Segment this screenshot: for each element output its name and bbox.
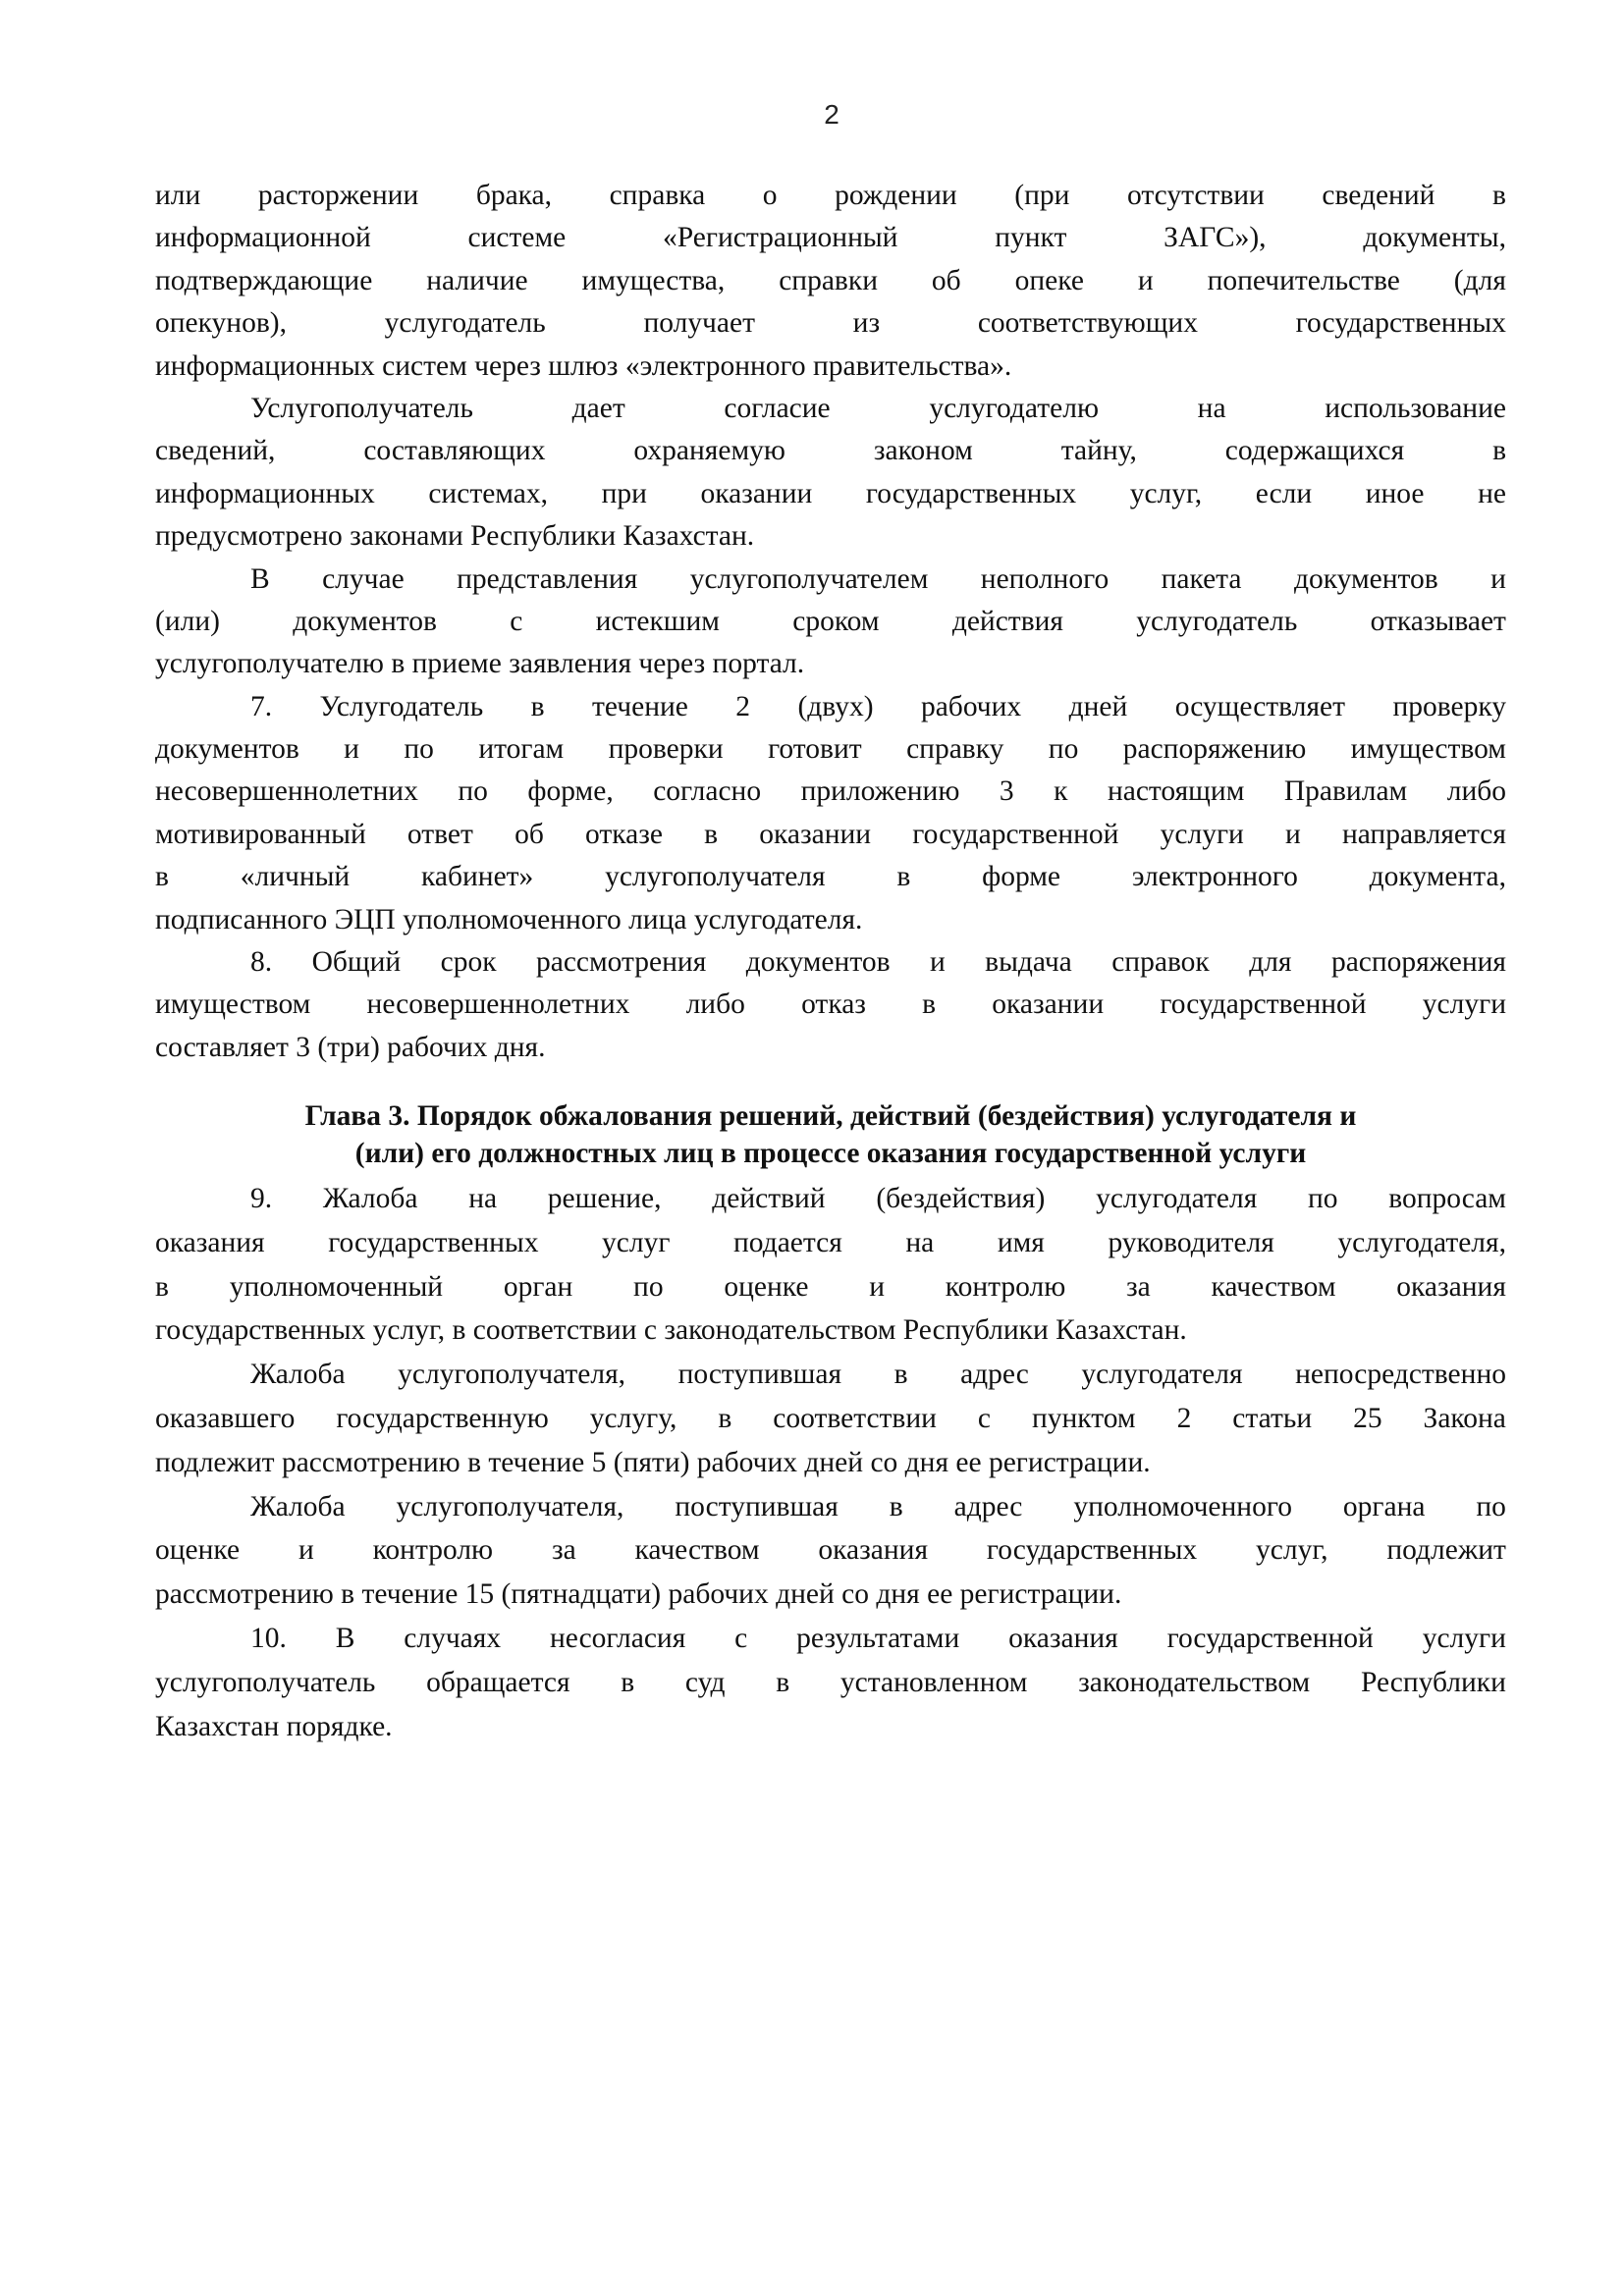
text-line: предусмотрено законами Республики Казахстан. xyxy=(155,520,755,553)
text-line xyxy=(155,473,1506,515)
text-line: информационных систем через шлюз «электронного правительства». xyxy=(155,349,1012,382)
word: документа, xyxy=(1369,861,1506,893)
word: поступившая xyxy=(677,1359,842,1391)
word: по xyxy=(1476,1490,1506,1522)
word: отказывает xyxy=(1370,605,1506,637)
word: для xyxy=(1249,946,1292,979)
word: 2 xyxy=(1176,1402,1192,1434)
word: услугодателя xyxy=(1081,1359,1243,1391)
word: и xyxy=(1137,264,1154,296)
word: или xyxy=(155,180,201,211)
word: оказании xyxy=(992,988,1105,1021)
word: сроком xyxy=(792,605,880,637)
word: (при xyxy=(1014,180,1070,211)
word: по xyxy=(633,1270,664,1303)
word: не xyxy=(1478,477,1506,509)
paragraph xyxy=(155,1485,1506,1617)
word: выдача xyxy=(985,946,1072,979)
word: государственной xyxy=(912,818,1119,850)
word: 7. xyxy=(250,690,273,722)
word: в xyxy=(776,1666,790,1698)
word: услугу, xyxy=(589,1402,677,1434)
word: услугодателя, xyxy=(1337,1226,1506,1258)
word: услугополучателем xyxy=(689,562,929,595)
word: попечительстве xyxy=(1207,264,1400,296)
word: 10. xyxy=(250,1622,287,1654)
word: опекунов), xyxy=(155,307,287,340)
section-continuation xyxy=(155,175,1506,1069)
word: соответствии xyxy=(773,1402,937,1434)
word: в xyxy=(704,818,719,850)
word: «личный xyxy=(240,861,351,893)
word: информационной xyxy=(155,222,371,254)
word: В xyxy=(250,562,270,595)
word: составляющих xyxy=(363,435,546,467)
word: либо xyxy=(685,988,745,1021)
text-line xyxy=(155,771,1506,813)
word: информационных xyxy=(155,477,375,509)
text-line: составляет 3 (три) рабочих дня. xyxy=(155,1031,546,1063)
word: осуществляет xyxy=(1174,690,1346,722)
word: системе xyxy=(467,222,567,254)
word: случае xyxy=(322,562,405,595)
word: услуг, xyxy=(1256,1534,1328,1567)
word: сведений xyxy=(1322,180,1435,211)
word: услугополучателя xyxy=(605,861,826,893)
word: за xyxy=(1126,1270,1151,1303)
text-line xyxy=(155,941,1506,984)
word: (или) xyxy=(155,605,220,637)
word: приложению xyxy=(800,775,960,808)
word: услугополучателя, xyxy=(398,1359,626,1391)
text-line xyxy=(155,559,1506,601)
word: отказ xyxy=(801,988,866,1021)
word: несогласия xyxy=(549,1622,686,1654)
word: пакета xyxy=(1161,562,1242,595)
word: государственных xyxy=(328,1226,539,1258)
word: оказания xyxy=(1008,1622,1118,1654)
word: иное xyxy=(1365,477,1425,509)
word: оказании xyxy=(759,818,872,850)
text-line xyxy=(155,1353,1506,1397)
word: (бездействия) xyxy=(876,1183,1046,1214)
word: государственных xyxy=(1295,307,1506,340)
word: по xyxy=(458,775,488,808)
word: и xyxy=(869,1270,885,1303)
word: услугополучатель xyxy=(155,1666,376,1698)
word: результатами xyxy=(796,1622,960,1654)
word: оказании xyxy=(700,477,813,509)
word: Жалоба xyxy=(322,1183,418,1214)
word: представления xyxy=(457,562,638,595)
word: настоящим xyxy=(1107,775,1245,808)
word: имуществом xyxy=(155,988,311,1021)
word: адрес xyxy=(953,1490,1023,1522)
word: услуг, xyxy=(1129,477,1203,509)
word: из xyxy=(852,307,881,340)
word: мотивированный xyxy=(155,818,366,850)
paragraph xyxy=(155,1177,1506,1353)
word: и xyxy=(929,946,946,979)
word: В xyxy=(335,1622,355,1654)
word: и xyxy=(344,733,359,766)
word: Правилам xyxy=(1283,775,1408,808)
word: за xyxy=(551,1534,576,1567)
word: в xyxy=(530,690,545,722)
word: либо xyxy=(1446,775,1506,808)
word: уполномоченного xyxy=(1073,1490,1292,1522)
word: 9. xyxy=(250,1183,273,1214)
word: Жалоба xyxy=(250,1359,346,1391)
word: неполного xyxy=(980,562,1110,595)
word: если xyxy=(1255,477,1313,509)
word: оказания xyxy=(818,1534,929,1567)
paragraph xyxy=(155,175,1506,388)
word: отказе xyxy=(584,818,663,850)
word: несовершеннолетних xyxy=(155,775,418,808)
word: услугодатель xyxy=(384,307,546,340)
word: документов xyxy=(155,733,299,766)
word: государственных xyxy=(865,477,1077,509)
word: срок xyxy=(440,946,497,979)
word: по xyxy=(1307,1183,1338,1214)
word: тайну, xyxy=(1060,435,1137,467)
word: и xyxy=(1284,818,1301,850)
word: адрес xyxy=(960,1359,1029,1391)
word: имя xyxy=(997,1226,1045,1258)
word: распоряжения xyxy=(1330,946,1506,979)
text-line xyxy=(155,728,1506,771)
word: справка xyxy=(609,180,706,211)
word: государственных xyxy=(986,1534,1198,1567)
word: оказания xyxy=(155,1226,265,1258)
word: услуг xyxy=(602,1226,671,1258)
word: в xyxy=(621,1666,635,1698)
text-line xyxy=(155,260,1506,302)
word: государственную xyxy=(336,1402,549,1434)
word: на xyxy=(905,1226,935,1258)
word: проверку xyxy=(1392,690,1506,722)
word: установленном xyxy=(839,1666,1028,1698)
text-line xyxy=(155,1221,1506,1265)
word: распоряжению xyxy=(1122,733,1307,766)
word: с xyxy=(977,1402,991,1434)
text-line xyxy=(155,430,1506,472)
word: действия xyxy=(951,605,1063,637)
text-line xyxy=(155,856,1506,898)
paragraph xyxy=(155,1617,1506,1748)
text-line xyxy=(155,1485,1506,1529)
word: контролю xyxy=(372,1534,494,1567)
word: в xyxy=(155,1270,169,1303)
word: об xyxy=(931,264,961,296)
word: услуги xyxy=(1422,988,1506,1021)
word: дней xyxy=(1068,690,1128,722)
word: Услугодатель xyxy=(319,690,484,722)
text-line xyxy=(155,601,1506,643)
word: наличие xyxy=(426,264,528,296)
word: 3 xyxy=(999,775,1014,808)
word: услугодателя xyxy=(1096,1183,1258,1214)
word: с xyxy=(510,605,523,637)
text-line: подписанного ЭЦП уполномоченного лица услугодателя. xyxy=(155,903,863,935)
word: действий xyxy=(712,1183,826,1214)
text-line xyxy=(155,814,1506,856)
word: Закона xyxy=(1423,1402,1506,1434)
word: органа xyxy=(1342,1490,1426,1522)
word: (для xyxy=(1453,264,1506,296)
word: согласно xyxy=(653,775,762,808)
word: документы, xyxy=(1363,222,1506,254)
word: решение, xyxy=(547,1183,662,1214)
paragraph xyxy=(155,559,1506,686)
word: на xyxy=(1197,392,1226,424)
word: расторжении xyxy=(257,180,419,211)
word: поступившая xyxy=(675,1490,839,1522)
chapter-3-body xyxy=(155,1177,1506,1748)
word: вопросам xyxy=(1388,1183,1506,1214)
text-line: рассмотрению в течение 15 (пятнадцати) рабочих дней со дня ее регистрации. xyxy=(155,1578,1122,1611)
word: к xyxy=(1054,775,1068,808)
chapter-heading-line: Глава 3. Порядок обжалования решений, действий (бездействия) услугодателя и xyxy=(304,1100,1357,1132)
word: государственной xyxy=(1166,1622,1374,1654)
word: статьи xyxy=(1232,1402,1313,1434)
word: согласие xyxy=(724,392,831,424)
word: 25 xyxy=(1353,1402,1382,1434)
word: форме, xyxy=(527,775,614,808)
word: готовит xyxy=(768,733,862,766)
word: получает xyxy=(643,307,755,340)
text-line xyxy=(155,217,1506,259)
word: в xyxy=(155,861,169,893)
word: рассмотрения xyxy=(535,946,707,979)
word: в xyxy=(718,1402,732,1434)
word: контролю xyxy=(945,1270,1066,1303)
word: брака, xyxy=(475,180,553,211)
text-line: подлежит рассмотрению в течение 5 (пяти) рабочих дней со дня ее регистрации. xyxy=(155,1446,1151,1478)
word: качеством xyxy=(1211,1270,1336,1303)
word: в xyxy=(889,1490,903,1522)
word: течение xyxy=(592,690,688,722)
word: в xyxy=(896,861,911,893)
word: законом xyxy=(873,435,973,467)
text-line xyxy=(155,1528,1506,1573)
text-line xyxy=(155,686,1506,728)
word: рабочих xyxy=(920,690,1022,722)
word: подается xyxy=(733,1226,842,1258)
text-line xyxy=(155,388,1506,430)
word: ЗАГС»), xyxy=(1164,222,1267,254)
paragraph xyxy=(155,686,1506,941)
word: справки xyxy=(779,264,878,296)
word: услугодатель xyxy=(1136,605,1298,637)
word: услугодателю xyxy=(929,392,1099,424)
word: с xyxy=(734,1622,748,1654)
word: в xyxy=(922,988,937,1021)
chapter-heading-line: (или) его должностных лиц в процессе оказания государственной услуги xyxy=(354,1138,1307,1169)
word: электронного xyxy=(1131,861,1298,893)
word: суд xyxy=(684,1666,726,1698)
word: справок xyxy=(1111,946,1210,979)
word: Общий xyxy=(311,946,402,979)
text-line xyxy=(155,1177,1506,1221)
word: качеством xyxy=(634,1534,760,1567)
word: услуги xyxy=(1422,1622,1506,1654)
word: системах, xyxy=(428,477,548,509)
text-line xyxy=(155,302,1506,345)
word: по xyxy=(1048,733,1079,766)
text-line xyxy=(155,1397,1506,1441)
word: и xyxy=(298,1534,314,1567)
word: документов xyxy=(293,605,437,637)
chapter-3-heading xyxy=(155,1097,1506,1172)
word: итогам xyxy=(478,733,565,766)
word: непосредственно xyxy=(1295,1359,1506,1391)
word: форме xyxy=(982,861,1061,893)
word: 2 xyxy=(735,690,751,722)
word: услуги xyxy=(1160,818,1244,850)
word: 8. xyxy=(250,946,273,979)
paragraph xyxy=(155,388,1506,559)
word: пунктом xyxy=(1031,1402,1136,1434)
word: документов xyxy=(745,946,891,979)
word: содержащихся xyxy=(1224,435,1405,467)
word: соответствующих xyxy=(977,307,1198,340)
word: законодательством xyxy=(1078,1666,1311,1698)
word: опеке xyxy=(1014,264,1084,296)
word: уполномоченный xyxy=(229,1270,444,1303)
word: рождении xyxy=(835,180,957,211)
text-line xyxy=(155,175,1506,217)
paragraph xyxy=(155,1353,1506,1484)
word: при xyxy=(601,477,647,509)
word: отсутствии xyxy=(1127,180,1265,211)
word: подтверждающие xyxy=(155,264,373,296)
word: руководителя xyxy=(1108,1226,1274,1258)
word: в xyxy=(893,1359,908,1391)
word: кабинет» xyxy=(421,861,534,893)
text-line: государственных услуг, в соответствии с законодательством Республики Казахстан. xyxy=(155,1314,1187,1347)
word: Республики xyxy=(1360,1666,1506,1698)
word: дает xyxy=(571,392,625,424)
word: документов xyxy=(1293,562,1438,595)
word: обращается xyxy=(426,1666,570,1698)
word: оказавшего xyxy=(155,1402,296,1434)
word: об xyxy=(514,818,544,850)
text-line xyxy=(155,1661,1506,1705)
word: по xyxy=(404,733,434,766)
word: и xyxy=(1490,562,1506,595)
word: о xyxy=(762,180,778,211)
word: справку xyxy=(906,733,1004,766)
word: пункт xyxy=(995,222,1067,254)
word: оценке xyxy=(155,1534,241,1567)
word: на xyxy=(468,1183,498,1214)
word: услугополучателя, xyxy=(396,1490,624,1522)
word: случаях xyxy=(404,1622,502,1654)
word: подлежит xyxy=(1386,1534,1506,1567)
word: использование xyxy=(1325,392,1506,424)
word: охраняемую xyxy=(633,435,785,467)
word: направляется xyxy=(1341,818,1506,850)
word: оценке xyxy=(724,1270,809,1303)
word: имуществом xyxy=(1350,733,1506,766)
word: проверки xyxy=(608,733,724,766)
word: в xyxy=(1492,435,1506,467)
text-line xyxy=(155,1617,1506,1661)
word: сведений, xyxy=(155,435,276,467)
paragraph xyxy=(155,941,1506,1069)
text-line xyxy=(155,984,1506,1026)
word: (двух) xyxy=(797,690,874,722)
word: в xyxy=(1491,180,1506,211)
word: несовершеннолетних xyxy=(366,988,630,1021)
word: имущества, xyxy=(581,264,726,296)
text-line: услугополучателю в приеме заявления через портал. xyxy=(155,648,805,680)
word: орган xyxy=(503,1270,573,1303)
word: Жалоба xyxy=(250,1490,346,1522)
word: оказания xyxy=(1396,1270,1506,1303)
word: истекшим xyxy=(595,605,720,637)
word: Услугополучатель xyxy=(250,392,473,424)
word: ответ xyxy=(406,818,473,850)
page-number: 2 xyxy=(824,99,839,130)
word: государственной xyxy=(1160,988,1367,1021)
text-line: Казахстан порядке. xyxy=(155,1710,393,1742)
word: «Регистрационный xyxy=(663,222,898,254)
text-line xyxy=(155,1265,1506,1309)
